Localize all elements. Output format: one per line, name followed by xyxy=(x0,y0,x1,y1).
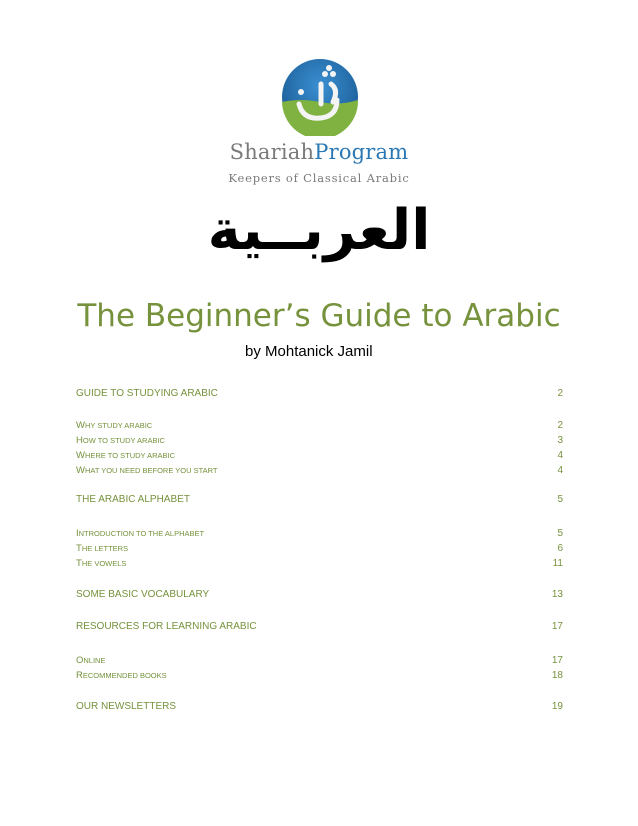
toc-page-number: 17 xyxy=(551,655,563,666)
toc-entry-label: WHERE TO STUDY ARABIC xyxy=(76,450,175,461)
author-line: by Mohtanick Jamil xyxy=(245,343,373,360)
toc-entry-label: WHY STUDY ARABIC xyxy=(76,420,153,431)
toc-entry-label: OUR NEWSLETTERS xyxy=(76,701,177,712)
toc-entry-label: SOME BASIC VOCABULARY xyxy=(76,589,210,600)
document-title: The Beginner’s Guide to Arabic xyxy=(77,298,561,334)
toc-entry-label: THE ARABIC ALPHABET xyxy=(76,494,190,505)
toc-page-number: 3 xyxy=(557,435,563,446)
toc-page-number: 11 xyxy=(552,558,563,569)
toc-page-number: 5 xyxy=(557,494,563,505)
toc-page-number: 4 xyxy=(557,450,563,461)
arabic-title: العربــية xyxy=(207,198,431,263)
toc-row[interactable] xyxy=(76,420,563,431)
toc-row[interactable] xyxy=(76,494,563,505)
toc-row[interactable] xyxy=(76,388,563,399)
toc-row[interactable] xyxy=(76,543,563,554)
toc-page-number: 4 xyxy=(557,465,563,476)
toc-row[interactable] xyxy=(76,589,563,600)
toc-row[interactable] xyxy=(76,701,563,712)
toc-entry-label: THE VOWELS xyxy=(76,558,127,569)
toc-page-number: 2 xyxy=(557,420,563,431)
toc-entry-label: RECOMMENDED BOOKS xyxy=(76,670,167,681)
toc-row[interactable] xyxy=(76,528,563,539)
toc-entry-label: INTRODUCTION TO THE ALPHABET xyxy=(76,528,205,539)
toc-row[interactable] xyxy=(76,621,563,632)
shariah-program-logo-icon xyxy=(281,58,359,136)
toc-entry-label: GUIDE TO STUDYING ARABIC xyxy=(76,388,218,399)
toc-row[interactable] xyxy=(76,450,563,461)
brand-name-part1: Shariah xyxy=(229,140,315,164)
toc-page-number: 6 xyxy=(557,543,563,554)
toc-page-number: 17 xyxy=(551,621,563,632)
toc-row[interactable] xyxy=(76,655,563,666)
brand-name-part2: Program xyxy=(314,140,409,164)
toc-entry-label: RESOURCES FOR LEARNING ARABIC xyxy=(76,621,257,632)
toc-entry-label: HOW TO STUDY ARABIC xyxy=(76,435,165,446)
toc-row[interactable] xyxy=(76,558,563,569)
toc-page-number: 18 xyxy=(551,670,563,681)
toc-row[interactable] xyxy=(76,465,563,476)
toc-page-number: 5 xyxy=(557,528,563,539)
toc-entry-label: WHAT YOU NEED BEFORE YOU START xyxy=(76,465,218,476)
brand-name xyxy=(0,140,638,164)
toc-entry-label: ONLINE xyxy=(76,655,106,666)
toc-row[interactable] xyxy=(76,670,563,681)
toc-entry-label: THE LETTERS xyxy=(76,543,129,554)
toc-page-number: 13 xyxy=(551,589,563,600)
toc-page-number: 2 xyxy=(557,388,563,399)
toc-row[interactable] xyxy=(76,435,563,446)
brand-tagline: Keepers of Classical Arabic xyxy=(228,171,410,185)
toc-page-number: 19 xyxy=(551,701,563,712)
